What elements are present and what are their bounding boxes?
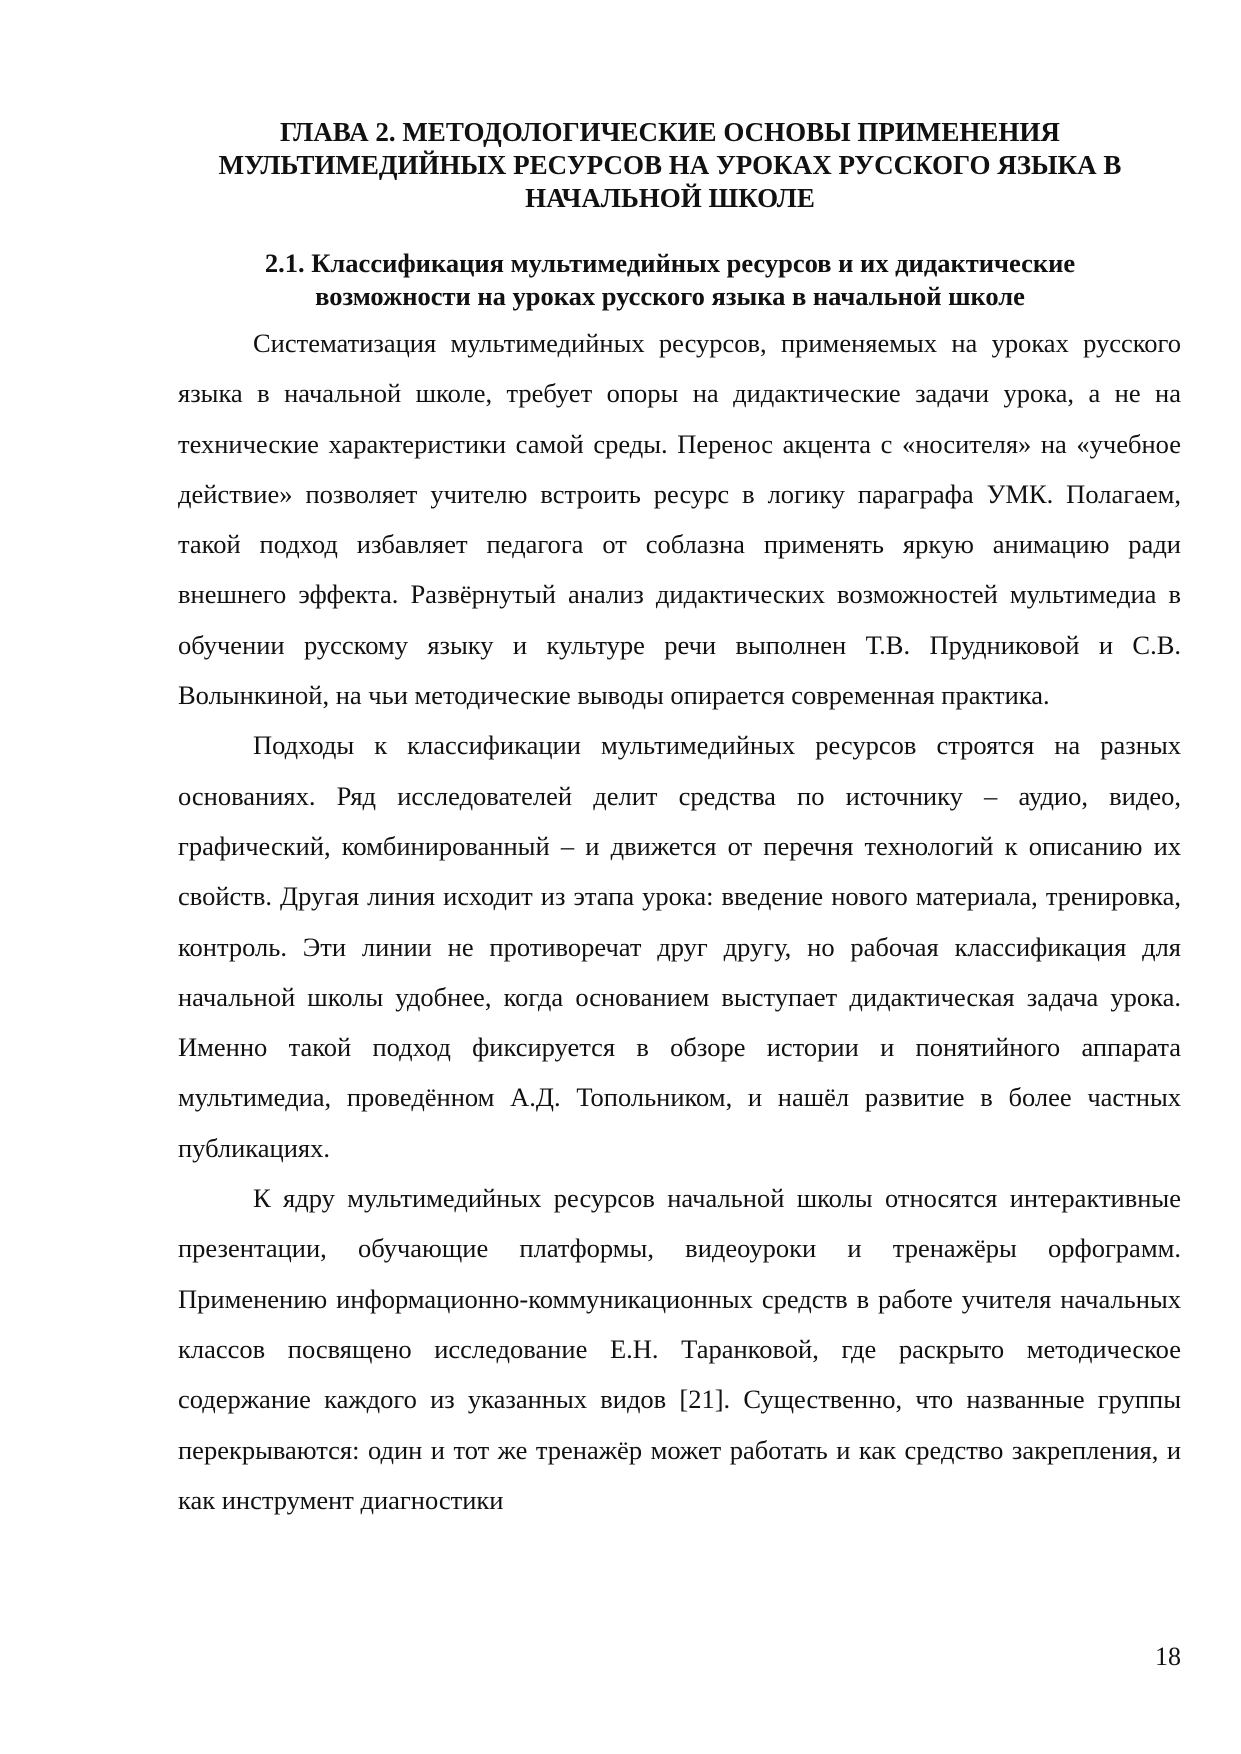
paragraph-2: Подходы к классификации мультимедийных ресурсов строятся на разных основаниях. Ряд исследователей делит средства по источнику – аудио, видео, графический, комбинированный – и движется от перечня технологий к описанию их свойств. Другая линия исходит из этапа урока: введение нового материала, тренировка, контроль. Эти линии не противоречат друг другу, но рабочая классификация для начальной школы удобнее, когда основанием выступает дидактическая задача урока. Именно такой подход фиксируется в обзоре истории и понятийного аппарата мультимедиа, проведённом А.Д. Топольником, и нашёл развитие в более частных публикациях. [178, 730, 1181, 1163]
paragraph-1: Систематизация мультимедийных ресурсов, применяемых на уроках русского языка в начальной школе, требует опоры на дидактические задачи урока, а не на технические характеристики самой среды. Перенос акцента с «носителя» на «учебное действие» позволяет учителю встроить ресурс в логику параграфа УМК. Полагаем, такой подход избавляет педагога от соблазна применять яркую анимацию ради внешнего эффекта. Развёрнутый анализ дидактических возможностей мультимедиа в обучении русскому языку и культуре речи выполнен Т.В. Прудниковой и С.В. Волынкиной, на чьи методические выводы опирается современная практика. [178, 328, 1181, 711]
section-title: 2.1. Классификация мультимедийных ресурсов и их дидактические возможности на уроках русского языка в начальной школе [264, 248, 1076, 311]
chapter-title: ГЛАВА 2. МЕТОДОЛОГИЧЕСКИЕ ОСНОВЫ ПРИМЕНЕНИЯ МУЛЬТИМЕДИЙНЫХ РЕСУРСОВ НА УРОКАХ РУССКОГО ЯЗЫКА В НАЧАЛЬНОЙ ШКОЛЕ [218, 117, 1122, 213]
body-text [178, 318, 1181, 1525]
page-number: 18 [1155, 1642, 1181, 1671]
paragraph-3: К ядру мультимедийных ресурсов начальной школы относятся интерактивные презентации, обучающие платформы, видеоуроки и тренажёры орфограмм. Применению информационно-коммуникационных средств в работе учителя начальных классов посвящено исследование Е.Н. Таранковой, где раскрыто методическое содержание каждого из указанных видов [21]. Существенно, что названные группы перекрываются: один и тот же тренажёр может работать и как средство закрепления, и как инструмент диагностики [178, 1183, 1181, 1515]
